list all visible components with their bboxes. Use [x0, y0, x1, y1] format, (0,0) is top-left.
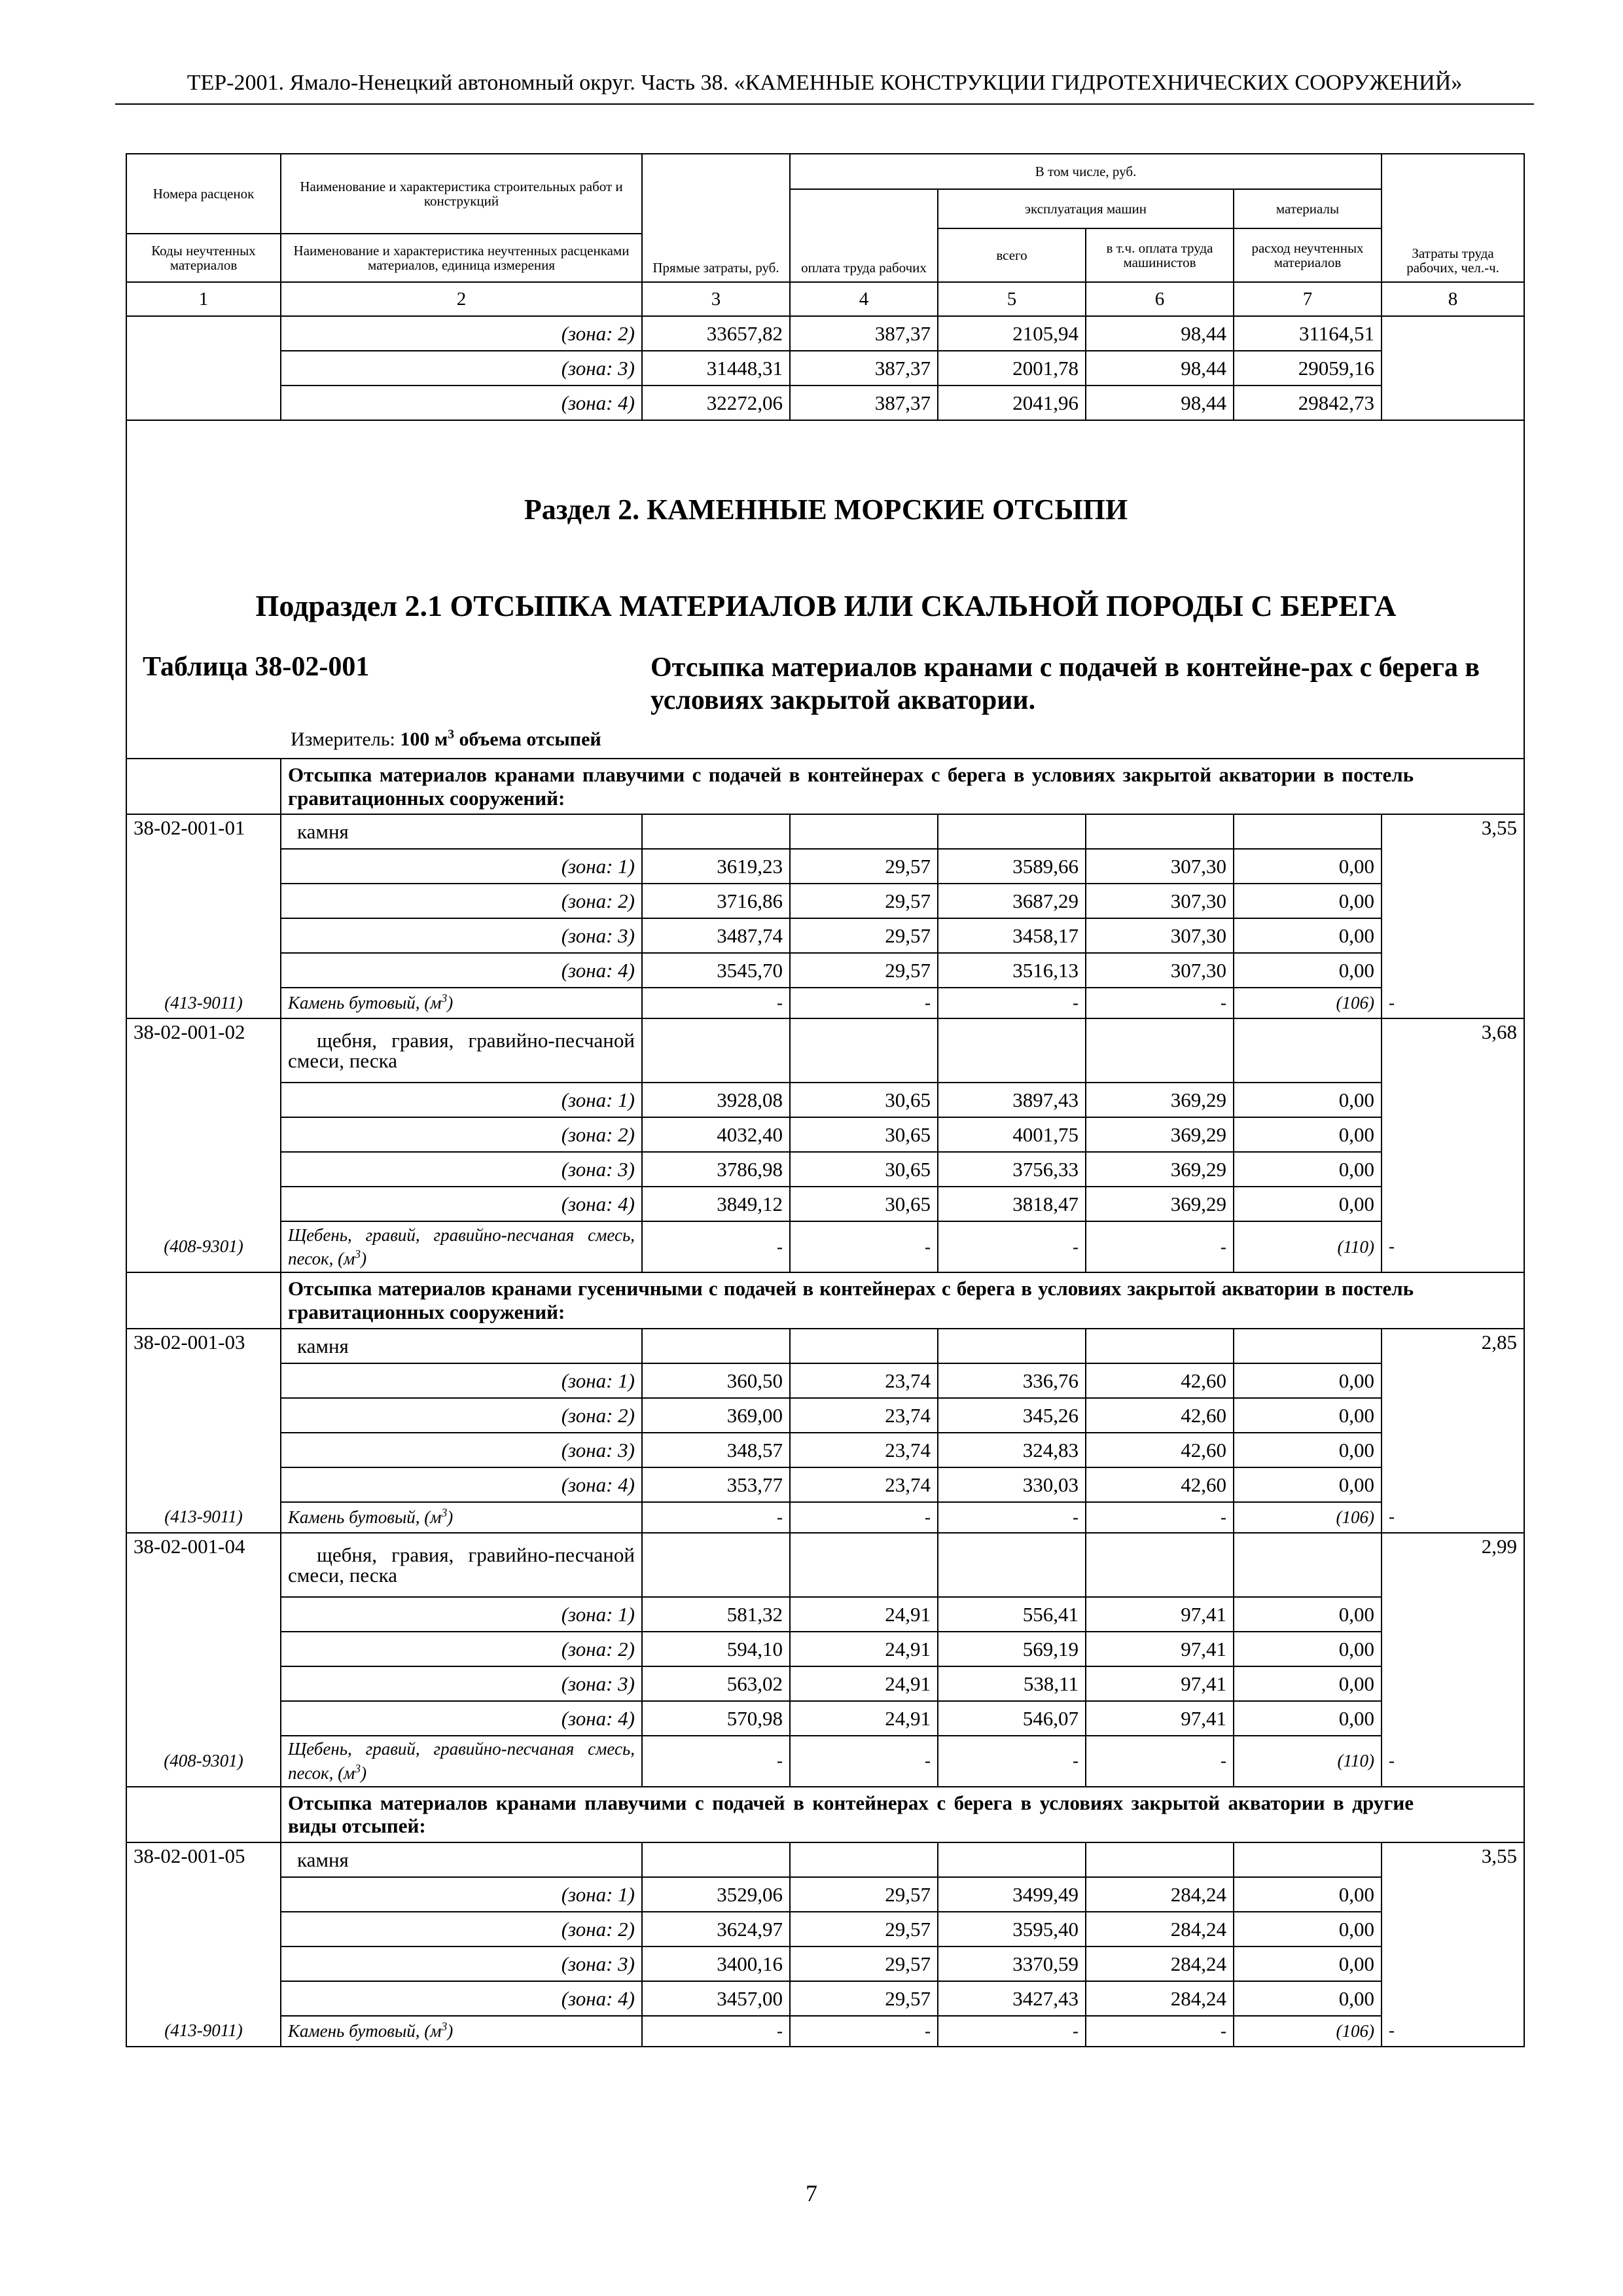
dash-cell: - [642, 1221, 790, 1272]
zone-label: (зона: 3) [281, 1946, 642, 1981]
machines-total: 3370,59 [938, 1946, 1086, 1981]
rate-code: 38-02-001-02 [126, 1018, 281, 1221]
empty-cell [1086, 1533, 1234, 1597]
group-heading [281, 1787, 1524, 1842]
dash-cell: - [790, 1736, 938, 1787]
empty-cell [1086, 1329, 1234, 1363]
labor-pay: 29,57 [790, 1877, 938, 1912]
materials-cost: 0,00 [1234, 953, 1382, 988]
zone-label: (зона: 4) [281, 1981, 642, 2016]
direct-cost: 360,50 [642, 1363, 790, 1398]
zone-label: (зона: 3) [281, 1433, 642, 1467]
material-code: (413-9011) [126, 2016, 281, 2047]
materials-cost: 0,00 [1234, 1152, 1382, 1187]
direct-cost: 369,00 [642, 1398, 790, 1433]
col5-head: всего [938, 228, 1086, 282]
machinists-pay: 97,41 [1086, 1632, 1234, 1666]
rate-code: 38-02-001-04 [126, 1533, 281, 1736]
machines-total: 2105,94 [938, 316, 1086, 351]
machines-head: эксплуатация машин [938, 189, 1234, 228]
zone-label: (зона: 1) [281, 1877, 642, 1912]
materials-cost: 0,00 [1234, 1083, 1382, 1117]
empty-cell [1234, 814, 1382, 849]
empty-cell [1086, 1018, 1234, 1083]
direct-cost: 3786,98 [642, 1152, 790, 1187]
empty-cell [642, 1329, 790, 1363]
material-name-text: Щебень, гравий, гравийно-песчаная смесь, песок, (м [288, 1225, 635, 1269]
dash-cell: - [642, 1736, 790, 1787]
machinists-pay: 284,24 [1086, 1912, 1234, 1946]
machinists-pay: 369,29 [1086, 1187, 1234, 1221]
machines-total: 345,26 [938, 1398, 1086, 1433]
measure-label: Измеритель: [291, 728, 401, 750]
rate-name: щебня, гравия, гравийно-песчаной смеси, песка [281, 1533, 642, 1597]
group-heading-text: Отсыпка материалов кранами плавучими с подачей в контейнерах с берега в условиях закрытой акватории в другие виды отсыпей: [288, 1791, 1414, 1838]
dash-cell: - [938, 1221, 1086, 1272]
col-num: 8 [1382, 282, 1524, 316]
empty-cell [938, 1533, 1086, 1597]
dash-cell: - [642, 988, 790, 1018]
labor-pay: 24,91 [790, 1632, 938, 1666]
labor-pay: 29,57 [790, 1981, 938, 2016]
col-num: 3 [642, 282, 790, 316]
machines-total: 556,41 [938, 1597, 1086, 1632]
materials-cost: 29059,16 [1234, 351, 1382, 386]
machinists-pay: 98,44 [1086, 351, 1234, 386]
materials-cost: 0,00 [1234, 849, 1382, 884]
empty-cell [1234, 1533, 1382, 1597]
empty-cell [790, 1018, 938, 1083]
dash-cell: - [1086, 1502, 1234, 1533]
measure-unit [291, 728, 601, 751]
machinists-pay: 284,24 [1086, 1877, 1234, 1912]
machinists-pay: 369,29 [1086, 1117, 1234, 1152]
machines-total: 3595,40 [938, 1912, 1086, 1946]
zone-label: (зона: 4) [281, 1701, 642, 1736]
material-name-text: Камень бутовый, (м [288, 993, 442, 1013]
material-name-tail: ) [447, 1507, 454, 1527]
materials-cost: 0,00 [1234, 1877, 1382, 1912]
materials-cost: 0,00 [1234, 1117, 1382, 1152]
empty-cell [1234, 1842, 1382, 1877]
labor-pay: 23,74 [790, 1398, 938, 1433]
materials-cost: 0,00 [1234, 1912, 1382, 1946]
labor-pay: 30,65 [790, 1152, 938, 1187]
labor-hours: 2,99 [1382, 1533, 1524, 1736]
labor-pay: 29,57 [790, 1946, 938, 1981]
empty-cell [642, 1842, 790, 1877]
material-name [281, 988, 642, 1018]
machines-total: 3589,66 [938, 849, 1086, 884]
direct-cost: 3716,86 [642, 884, 790, 918]
material-unit-sup: 3 [441, 2019, 448, 2033]
material-name-text: Щебень, гравий, гравийно-песчаная смесь, песок, (м [288, 1739, 635, 1783]
direct-cost: 32272,06 [642, 386, 790, 420]
empty-cell [642, 1018, 790, 1083]
group-spacer [126, 1787, 281, 1842]
machines-total: 3818,47 [938, 1187, 1086, 1221]
material-qty: (106) [1234, 1502, 1382, 1533]
material-code: (413-9011) [126, 988, 281, 1018]
zone-label: (зона: 4) [281, 1467, 642, 1502]
machines-total: 546,07 [938, 1701, 1086, 1736]
machines-total: 3897,43 [938, 1083, 1086, 1117]
direct-cost: 563,02 [642, 1666, 790, 1701]
zone-label: (зона: 2) [281, 1912, 642, 1946]
labor-pay: 387,37 [790, 386, 938, 420]
col1-head-bottom: Коды неучтенных материалов [126, 234, 281, 282]
machinists-pay: 369,29 [1086, 1152, 1234, 1187]
machinists-pay: 369,29 [1086, 1083, 1234, 1117]
machinists-pay: 97,41 [1086, 1701, 1234, 1736]
header-rule [115, 103, 1534, 105]
dash-cell: - [790, 1221, 938, 1272]
machines-total: 2041,96 [938, 386, 1086, 420]
material-name-text: Камень бутовый, (м [288, 1507, 442, 1527]
materials-cost: 0,00 [1234, 1666, 1382, 1701]
dash-cell: - [1086, 1221, 1234, 1272]
material-code: (408-9301) [126, 1221, 281, 1272]
dash-cell: - [1382, 988, 1524, 1018]
direct-cost: 570,98 [642, 1701, 790, 1736]
subsection-title: Подраздел 2.1 ОТСЫПКА МАТЕРИАЛОВ ИЛИ СКАЛЬНОЙ ПОРОДЫ С БЕРЕГА [255, 589, 1397, 622]
empty-cell [642, 814, 790, 849]
direct-cost: 3619,23 [642, 849, 790, 884]
zone-label: (зона: 3) [281, 1666, 642, 1701]
empty-cell [938, 1842, 1086, 1877]
group-heading: Отсыпка материалов кранами плавучими с подачей в контейнерах с берега в условиях закрытой акватории в постель гравитационных сооружений: [281, 759, 1524, 814]
col-num: 7 [1234, 282, 1382, 316]
table-description: Отсыпка материалов кранами с подачей в контейне-рах с берега в условиях закрытой акватории. [651, 653, 1480, 716]
direct-cost: 348,57 [642, 1433, 790, 1467]
zone-label: (зона: 4) [281, 386, 642, 420]
labor-pay: 23,74 [790, 1363, 938, 1398]
labor-pay: 29,57 [790, 849, 938, 884]
zone-label: (зона: 2) [281, 1117, 642, 1152]
material-name [281, 1736, 642, 1787]
labor-pay: 29,57 [790, 884, 938, 918]
zone-label: (зона: 3) [281, 1152, 642, 1187]
page-number: 7 [806, 2180, 817, 2206]
measure-sup: 3 [448, 728, 455, 742]
direct-cost: 31448,31 [642, 351, 790, 386]
machinists-pay: 97,41 [1086, 1597, 1234, 1632]
labor-pay: 30,65 [790, 1117, 938, 1152]
labor-pay: 387,37 [790, 316, 938, 351]
zone-label: (зона: 1) [281, 849, 642, 884]
material-name [281, 1221, 642, 1272]
materials-cost: 0,00 [1234, 884, 1382, 918]
machines-total: 324,83 [938, 1433, 1086, 1467]
dash-cell: - [642, 1502, 790, 1533]
labor-pay: 23,74 [790, 1467, 938, 1502]
machines-total: 3458,17 [938, 918, 1086, 953]
dash-cell: - [1382, 1221, 1524, 1272]
zone-label: (зона: 4) [281, 1187, 642, 1221]
materials-cost: 0,00 [1234, 1398, 1382, 1433]
materials-cost: 0,00 [1234, 1433, 1382, 1467]
machinists-pay: 307,30 [1086, 849, 1234, 884]
empty-cell [790, 1842, 938, 1877]
labor-pay: 24,91 [790, 1701, 938, 1736]
material-name-tail: ) [361, 1763, 367, 1783]
materials-cost: 0,00 [1234, 1946, 1382, 1981]
labor-pay: 24,91 [790, 1666, 938, 1701]
col-num: 2 [281, 282, 642, 316]
material-name [281, 2016, 642, 2047]
machinists-pay: 307,30 [1086, 884, 1234, 918]
direct-cost: 3487,74 [642, 918, 790, 953]
material-unit-sup: 3 [355, 1247, 361, 1261]
machines-total: 538,11 [938, 1666, 1086, 1701]
direct-cost: 3400,16 [642, 1946, 790, 1981]
direct-cost: 3545,70 [642, 953, 790, 988]
group-heading [281, 1272, 1524, 1328]
col2-head-top: Наименование и характеристика строительных работ и конструкций [281, 154, 642, 234]
materials-cost: 0,00 [1234, 918, 1382, 953]
material-name-tail: ) [447, 993, 454, 1013]
direct-cost: 3624,97 [642, 1912, 790, 1946]
labor-pay: 387,37 [790, 351, 938, 386]
section-title: Раздел 2. КАМЕННЫЕ МОРСКИЕ ОТСЫПИ [524, 493, 1128, 526]
labor-hours: 3,68 [1382, 1018, 1524, 1221]
labor-hours: 3,55 [1382, 814, 1524, 988]
running-header: ТЕР-2001. Ямало-Ненецкий автономный округ. Часть 38. «КАМЕННЫЕ КОНСТРУКЦИИ ГИДРОТЕХНИЧЕСКИХ СООРУЖЕНИЙ» [187, 71, 1463, 95]
group-spacer [126, 759, 281, 814]
zone-label: (зона: 3) [281, 918, 642, 953]
zone-label: (зона: 2) [281, 884, 642, 918]
direct-cost: 4032,40 [642, 1117, 790, 1152]
machinists-pay: 284,24 [1086, 1946, 1234, 1981]
material-name [281, 1502, 642, 1533]
col6-head: в т.ч. оплата труда машинистов [1086, 228, 1234, 282]
zone-label: (зона: 2) [281, 316, 642, 351]
machines-total: 3516,13 [938, 953, 1086, 988]
dash-cell: - [1086, 2016, 1234, 2047]
material-qty: (106) [1234, 2016, 1382, 2047]
machines-total: 336,76 [938, 1363, 1086, 1398]
materials-cost: 0,00 [1234, 1467, 1382, 1502]
materials-cost: 0,00 [1234, 1632, 1382, 1666]
empty-cell [1086, 1842, 1234, 1877]
dash-cell: - [938, 1502, 1086, 1533]
materials-cost: 29842,73 [1234, 386, 1382, 420]
dash-cell: - [790, 2016, 938, 2047]
col2-head-bottom: Наименование и характеристика неучтенных расценками материалов, единица измерения [281, 234, 642, 282]
dash-cell: - [1086, 988, 1234, 1018]
direct-cost: 3928,08 [642, 1083, 790, 1117]
col3-head: Прямые затраты, руб. [642, 154, 790, 282]
dash-cell: - [1382, 1736, 1524, 1787]
col8-head: Затраты труда рабочих, чел.-ч. [1382, 154, 1524, 282]
labor-hours: 2,85 [1382, 1329, 1524, 1502]
material-qty: (110) [1234, 1221, 1382, 1272]
material-name-tail: ) [447, 2020, 454, 2041]
materials-cost: 0,00 [1234, 1363, 1382, 1398]
rates-table-body [126, 814, 1525, 2047]
empty-cell [1234, 1329, 1382, 1363]
material-code: (408-9301) [126, 1736, 281, 1787]
direct-cost: 3529,06 [642, 1877, 790, 1912]
materials-cost: 0,00 [1234, 1597, 1382, 1632]
zone-label: (зона: 1) [281, 1597, 642, 1632]
rate-code: 38-02-001-01 [126, 814, 281, 988]
direct-cost: 353,77 [642, 1467, 790, 1502]
zone-label: (зона: 1) [281, 1363, 642, 1398]
direct-cost: 3457,00 [642, 1981, 790, 2016]
labor-pay: 29,57 [790, 918, 938, 953]
machinists-pay: 42,60 [1086, 1363, 1234, 1398]
empty-cell [790, 1533, 938, 1597]
machines-total: 3756,33 [938, 1152, 1086, 1187]
rate-code: 38-02-001-05 [126, 1842, 281, 2016]
machinists-pay: 98,44 [1086, 316, 1234, 351]
dash-cell: - [938, 1736, 1086, 1787]
dash-cell: - [1382, 1502, 1524, 1533]
machinists-pay: 307,30 [1086, 953, 1234, 988]
rate-code: 38-02-001-03 [126, 1329, 281, 1502]
dash-cell: - [790, 1502, 938, 1533]
col-num: 6 [1086, 282, 1234, 316]
measure-tail: объема отсыпей [454, 728, 601, 750]
zone-label: (зона: 3) [281, 351, 642, 386]
materials-head: материалы [1234, 189, 1382, 228]
col-num: 4 [790, 282, 938, 316]
incl-head: В том числе, руб. [790, 154, 1382, 189]
empty-cell [790, 1329, 938, 1363]
machinists-pay: 98,44 [1086, 386, 1234, 420]
rate-name: камня [281, 1329, 642, 1363]
dash-cell: - [642, 2016, 790, 2047]
material-qty: (110) [1234, 1736, 1382, 1787]
empty-cell [938, 1018, 1086, 1083]
group-heading-text: Отсыпка материалов кранами гусеничными с подачей в контейнерах с берега в условиях закрытой акватории в постель гравитационных сооружений: [288, 1277, 1414, 1323]
machinists-pay: 42,60 [1086, 1467, 1234, 1502]
material-unit-sup: 3 [441, 992, 448, 1005]
materials-cost: 0,00 [1234, 1981, 1382, 2016]
zone-label: (зона: 2) [281, 1398, 642, 1433]
direct-cost: 3849,12 [642, 1187, 790, 1221]
machines-total: 3499,49 [938, 1877, 1086, 1912]
labor-pay: 30,65 [790, 1187, 938, 1221]
empty-cell [790, 814, 938, 849]
dash-cell: - [1086, 1736, 1234, 1787]
machinists-pay: 97,41 [1086, 1666, 1234, 1701]
machines-total: 569,19 [938, 1632, 1086, 1666]
prev-code-cell [126, 316, 281, 420]
direct-cost: 594,10 [642, 1632, 790, 1666]
col7-head: расход неучтенных материалов [1234, 228, 1382, 282]
machinists-pay: 284,24 [1086, 1981, 1234, 2016]
group-spacer [126, 1272, 281, 1328]
machines-total: 3427,43 [938, 1981, 1086, 2016]
col-num: 1 [126, 282, 281, 316]
empty-cell [1234, 1018, 1382, 1083]
zone-label: (зона: 1) [281, 1083, 642, 1117]
empty-cell [938, 814, 1086, 849]
zone-label: (зона: 2) [281, 1632, 642, 1666]
dash-cell: - [938, 2016, 1086, 2047]
col4-head: оплата труда рабочих [790, 189, 938, 282]
rate-name: камня [281, 1842, 642, 1877]
material-qty: (106) [1234, 988, 1382, 1018]
machinists-pay: 42,60 [1086, 1433, 1234, 1467]
dash-cell: - [1382, 2016, 1524, 2047]
rates-table [126, 153, 1525, 815]
labor-hours: 3,55 [1382, 1842, 1524, 2016]
material-name-tail: ) [361, 1249, 367, 1269]
empty-cell [1086, 814, 1234, 849]
material-code: (413-9011) [126, 1502, 281, 1533]
direct-cost: 33657,82 [642, 316, 790, 351]
materials-cost: 31164,51 [1234, 316, 1382, 351]
machines-total: 2001,78 [938, 351, 1086, 386]
labor-pay: 29,57 [790, 1912, 938, 1946]
col1-head-top: Номера расценок [126, 154, 281, 234]
material-unit-sup: 3 [441, 1505, 448, 1519]
rate-name: щебня, гравия, гравийно-песчаной смеси, песка [281, 1018, 642, 1083]
direct-cost: 581,32 [642, 1597, 790, 1632]
measure-value: 100 м [400, 728, 448, 750]
rate-name: камня [281, 814, 642, 849]
table-label: Таблица 38-02-001 [143, 652, 370, 682]
dash-cell: - [790, 988, 938, 1018]
empty-cell [938, 1329, 1086, 1363]
machines-total: 3687,29 [938, 884, 1086, 918]
machinists-pay: 307,30 [1086, 918, 1234, 953]
materials-cost: 0,00 [1234, 1701, 1382, 1736]
material-unit-sup: 3 [355, 1761, 361, 1775]
col-num: 5 [938, 282, 1086, 316]
materials-cost: 0,00 [1234, 1187, 1382, 1221]
zone-label: (зона: 4) [281, 953, 642, 988]
machines-total: 330,03 [938, 1467, 1086, 1502]
labor-pay: 29,57 [790, 953, 938, 988]
machinists-pay: 42,60 [1086, 1398, 1234, 1433]
material-name-text: Камень бутовый, (м [288, 2020, 442, 2041]
labor-pay: 30,65 [790, 1083, 938, 1117]
labor-pay: 23,74 [790, 1433, 938, 1467]
labor-pay: 24,91 [790, 1597, 938, 1632]
empty-cell [642, 1533, 790, 1597]
machines-total: 4001,75 [938, 1117, 1086, 1152]
dash-cell: - [938, 988, 1086, 1018]
labor-hours [1382, 316, 1524, 420]
